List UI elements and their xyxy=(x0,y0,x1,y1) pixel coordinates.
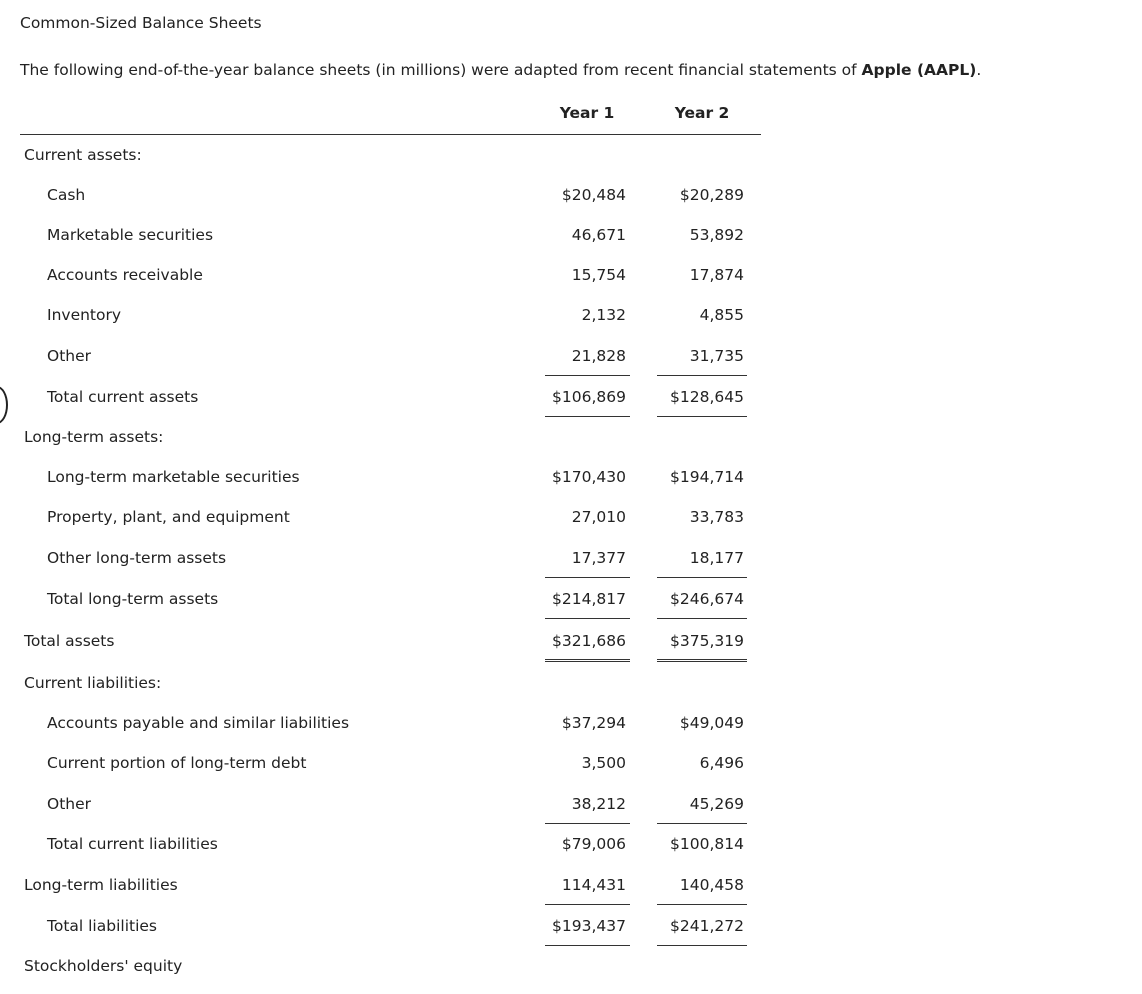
year2-value: $100,814 xyxy=(670,835,744,853)
row-total-current-assets xyxy=(0,386,1142,408)
year2-value: 18,177 xyxy=(689,549,744,567)
company-name: Apple (AAPL) xyxy=(861,61,977,79)
row-label: Long-term marketable securities xyxy=(47,468,300,486)
column-header-year2: Year 2 xyxy=(674,104,730,122)
year1-value: $20,484 xyxy=(561,186,626,204)
year2-value: 4,855 xyxy=(699,306,744,324)
subtotal-rule xyxy=(545,618,630,619)
grand-total-double-rule xyxy=(545,659,630,662)
row-label: Stockholders' equity xyxy=(24,957,183,975)
row-label: Property, plant, and equipment xyxy=(47,508,290,526)
grand-total-double-rule xyxy=(657,659,747,662)
year1-value: $321,686 xyxy=(552,632,626,650)
row-lt-marketable-securities xyxy=(0,466,1142,488)
year1-value: $193,437 xyxy=(552,917,626,935)
year1-value: 2,132 xyxy=(581,306,626,324)
row-cash xyxy=(0,184,1142,206)
year2-value: 45,269 xyxy=(689,795,744,813)
row-label: Current assets: xyxy=(24,146,142,164)
row-label: Total liabilities xyxy=(47,917,157,935)
row-total-lt-assets xyxy=(0,588,1142,610)
total-rule xyxy=(657,945,747,946)
row-accounts-receivable xyxy=(0,264,1142,286)
row-total-liabilities xyxy=(0,915,1142,937)
section-current-assets xyxy=(0,144,1142,166)
year2-value: 140,458 xyxy=(679,876,744,894)
year1-value: $214,817 xyxy=(552,590,626,608)
row-label: Long-term assets: xyxy=(24,428,164,446)
header-divider xyxy=(20,134,761,135)
row-label: Current portion of long-term debt xyxy=(47,754,307,772)
row-marketable-securities xyxy=(0,224,1142,246)
year1-value: 38,212 xyxy=(571,795,626,813)
row-label: Inventory xyxy=(47,306,122,324)
row-label: Total assets xyxy=(24,632,115,650)
subtotal-rule xyxy=(657,904,747,905)
row-total-assets xyxy=(0,630,1142,652)
year2-value: $128,645 xyxy=(670,388,744,406)
row-label: Other long-term assets xyxy=(47,549,227,567)
row-other-current-assets xyxy=(0,345,1142,367)
page-title: Common-Sized Balance Sheets xyxy=(20,14,262,32)
row-label: Other xyxy=(47,347,92,365)
year2-value: 53,892 xyxy=(689,226,744,244)
year2-value: 17,874 xyxy=(689,266,744,284)
subtotal-rule xyxy=(545,375,630,376)
year1-value: 3,500 xyxy=(581,754,626,772)
year1-value: 27,010 xyxy=(571,508,626,526)
row-label: Long-term liabilities xyxy=(24,876,178,894)
total-rule xyxy=(545,945,630,946)
year1-value: 15,754 xyxy=(571,266,626,284)
year2-value: $49,049 xyxy=(679,714,744,732)
row-inventory xyxy=(0,304,1142,326)
row-label: Current liabilities: xyxy=(24,674,162,692)
section-stockholders-equity xyxy=(0,955,1142,977)
year2-value: $194,714 xyxy=(670,468,744,486)
year2-value: 6,496 xyxy=(699,754,744,772)
row-current-lt-debt xyxy=(0,752,1142,774)
year1-value: $37,294 xyxy=(561,714,626,732)
year2-value: $20,289 xyxy=(679,186,744,204)
row-other-lt-assets xyxy=(0,547,1142,569)
row-other-liabilities xyxy=(0,793,1142,815)
column-header-year1: Year 1 xyxy=(559,104,615,122)
subtotal-rule xyxy=(545,823,630,824)
year1-value: $170,430 xyxy=(552,468,626,486)
row-label: Marketable securities xyxy=(47,226,214,244)
row-label: Total current assets xyxy=(47,388,199,406)
year2-value: 31,735 xyxy=(689,347,744,365)
row-accounts-payable xyxy=(0,712,1142,734)
row-label: Accounts payable and similar liabilities xyxy=(47,714,350,732)
subtotal-rule xyxy=(545,904,630,905)
subtotal-rule xyxy=(657,577,747,578)
row-label: Cash xyxy=(47,186,86,204)
row-property-plant-equipment xyxy=(0,506,1142,528)
year2-value: $375,319 xyxy=(670,632,744,650)
subtotal-rule xyxy=(657,618,747,619)
section-current-liabilities xyxy=(0,672,1142,694)
subtotal-rule xyxy=(545,577,630,578)
row-label: Accounts receivable xyxy=(47,266,203,284)
year1-value: 21,828 xyxy=(571,347,626,365)
year1-value: $79,006 xyxy=(561,835,626,853)
row-lt-liabilities xyxy=(0,874,1142,896)
year1-value: 17,377 xyxy=(571,549,626,567)
total-rule xyxy=(545,416,630,417)
row-label: Other xyxy=(47,795,92,813)
year2-value: $241,272 xyxy=(670,917,744,935)
year2-value: $246,674 xyxy=(670,590,744,608)
subtotal-rule xyxy=(657,375,747,376)
row-total-current-liabilities xyxy=(0,833,1142,855)
row-label: Total current liabilities xyxy=(47,835,218,853)
total-rule xyxy=(657,416,747,417)
intro-text: The following end-of-the-year balance sheets (in millions) were adapted from recent financial statements of Apple (AAPL). xyxy=(20,61,982,79)
year1-value: 114,431 xyxy=(561,876,626,894)
year1-value: 46,671 xyxy=(571,226,626,244)
year1-value: $106,869 xyxy=(552,388,626,406)
section-long-term-assets xyxy=(0,426,1142,448)
row-label: Total long-term assets xyxy=(47,590,219,608)
year2-value: 33,783 xyxy=(689,508,744,526)
subtotal-rule xyxy=(657,823,747,824)
